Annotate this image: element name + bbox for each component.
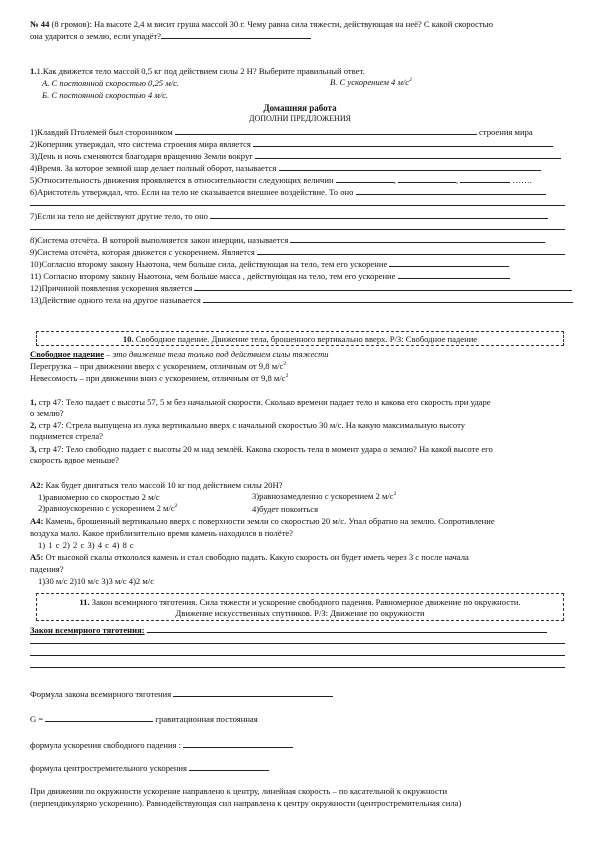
a2-option-1: 1)равномерно со скоростью 2 м/с bbox=[38, 492, 160, 502]
a2-option-4: 4)будет покоиться bbox=[252, 504, 319, 514]
answer-line[interactable] bbox=[255, 150, 561, 159]
answer-line[interactable] bbox=[290, 234, 545, 243]
answer-line[interactable] bbox=[30, 655, 565, 656]
task44-text2: она ударится о землю, если упадёт? bbox=[30, 31, 161, 41]
answer-line[interactable] bbox=[257, 246, 565, 255]
problem2-line2: поднимется стрела? bbox=[30, 431, 103, 441]
task44-text1: (8 громов): На высоте 2,4 м висит груша массой 30 г. Чему равна сила тяжести, действующая на неё? С какой скоростью bbox=[49, 19, 494, 29]
free-fall-definition: Свободное падение – это движение тела только под действием силы тяжести bbox=[30, 349, 329, 359]
answer-line[interactable] bbox=[30, 667, 565, 668]
section11-header-line1: 11. Закон всемирного тяготения. Сила тяжести и ускорение свободного падения. Равномерное движение по окружности. bbox=[79, 597, 521, 607]
answer-line[interactable] bbox=[183, 739, 293, 748]
q1-option-b: В. С ускорением 4 $м/с^2$ bbox=[330, 77, 412, 87]
overload-text: Перегрузка – при движении вверх с ускорением, отличным от 9,8 $м/с^2$ bbox=[30, 361, 287, 371]
task44-number: № 44 bbox=[30, 19, 50, 29]
a2-option-2: 2)равноускоренно с ускорением 2 $м/с^2$ bbox=[38, 503, 178, 513]
answer-line[interactable] bbox=[203, 294, 573, 303]
answer-line[interactable] bbox=[389, 258, 509, 267]
q1-option-a: А. С постоянной скоростью 0,25 м/с. bbox=[42, 78, 180, 88]
a5-line1: А5: От высокой скалы откололся камень и стал свободно падать. Какую скорость он будет иметь через 3 с после начала bbox=[30, 552, 469, 562]
circle-motion-para-line2: (перпендикулярно ускорению). Равнодействующая сил направлена к центру окружности (центростремительная сила) bbox=[30, 798, 462, 808]
homework-subtitle: ДОПОЛНИ ПРЕДЛОЖЕНИЯ bbox=[249, 114, 351, 123]
answer-line[interactable] bbox=[173, 688, 333, 697]
hw-item-11: 11) Согласно второму закону Ньютона, чем больше масса , действующая на тело, тем его ускорение bbox=[30, 270, 510, 281]
circle-motion-para-line1: При движении по окружности ускорение направлено к центру, линейная скорость – по касательной к окружности bbox=[30, 786, 448, 796]
formula-centripetal-row: формула центростремительного ускорения bbox=[30, 762, 269, 773]
answer-line[interactable] bbox=[356, 186, 546, 195]
weightless-text: Невесомость – при движении вниз с ускорением, отличным от 9,8 $м/с^2$ bbox=[30, 373, 289, 383]
hw-item-5: 5)Относительность движения проявляется в относительности следующих величин , , ……. bbox=[30, 175, 532, 185]
q1-question: 1.Как движется тело массой 0,5 кг под действием силы 2 Н? Выберите правильный ответ. bbox=[36, 66, 365, 76]
homework-title: Домашняя работа bbox=[263, 103, 337, 113]
formula-g-row: формула ускорения свободного падения : bbox=[30, 739, 293, 750]
problem1-line1: 1, стр 47: Тело падает с высоты 57, 5 м без начальной скорости. Сколько времени падает тело и какова его скорость при ударе bbox=[30, 397, 491, 407]
q1-text: 1.1.Как движется тело массой 0,5 кг под действием силы 2 Н? Выберите правильный ответ. bbox=[30, 66, 365, 76]
task44-line2 bbox=[30, 30, 311, 41]
hw-item-4: 4)Время. За которое земной шар делает полный оборот, называется bbox=[30, 162, 541, 173]
answer-line[interactable] bbox=[175, 126, 477, 135]
answer-line[interactable] bbox=[279, 162, 541, 171]
hw-item-9: 9)Система отсчёта, которая движется с ускорением. Является bbox=[30, 246, 565, 257]
hw-item-13: 13)Действие одного тела на другое называется bbox=[30, 294, 573, 305]
a2-option-3: 3)равнозамедленно с ускорением 2 $м/с^2$ bbox=[252, 491, 397, 501]
problem1-line2: о землю? bbox=[30, 408, 64, 418]
a5-options: 1)30 м/с 2)10 м/с 3)3 м/с 4)2 м/с bbox=[38, 576, 155, 586]
hw-item-10: 10)Согласно второму закону Ньютона, чем больше сила, действующая на тело, тем его ускорение bbox=[30, 258, 509, 269]
formula-law-row: Формула закона всемирного тяготения bbox=[30, 688, 333, 699]
answer-line[interactable] bbox=[398, 270, 510, 279]
g-constant-row: G = гравитационная постоянная bbox=[30, 714, 258, 724]
answer-line[interactable] bbox=[30, 205, 565, 206]
a4-line1: А4: Камень, брошенный вертикально вверх с поверхности земли со скоростью 20 м/с. Упал обратно на землю. Сопротивление bbox=[30, 516, 495, 526]
hw-item-6: 6)Аристотель утверждал, что. Если на тело не сказывается внешнее воздействие. То оно bbox=[30, 186, 546, 197]
answer-line[interactable] bbox=[147, 624, 547, 633]
a4-line2: воздуха мало. Какое приблизительно время камень находился в полёте? bbox=[30, 528, 293, 538]
answer-line[interactable] bbox=[253, 138, 553, 147]
answer-line[interactable] bbox=[398, 174, 456, 183]
hw-item-7: 7)Если на тело не действуют другие тело, то оно bbox=[30, 210, 548, 221]
hw-item-1: 1)Клавдий Птолемей был сторонником строения мира bbox=[30, 127, 533, 137]
problem3-line2: скорость вдвое меньше? bbox=[30, 455, 119, 465]
problem2-line1: 2, стр 47: Стрела выпущена из лука вертикально вверх с начальной скоростью 30 м/с. На какую максимальную высоту bbox=[30, 420, 466, 430]
answer-line[interactable] bbox=[194, 282, 572, 291]
answer-line[interactable] bbox=[460, 174, 510, 183]
answer-line[interactable] bbox=[30, 643, 565, 644]
answer-line[interactable] bbox=[45, 713, 153, 722]
answer-line[interactable] bbox=[210, 210, 548, 219]
answer-line[interactable] bbox=[336, 174, 394, 183]
hw-item-8: 8)Система отсчёта. В которой выполняется закон инерции, называется bbox=[30, 234, 545, 245]
answer-line[interactable] bbox=[30, 229, 565, 230]
section10-header: 10. Свободное падение. Движение тела, брошенного вертикально вверх. Р/З: Свободное падение bbox=[122, 334, 478, 344]
a5-line2: падения? bbox=[30, 564, 64, 574]
task44-line1 bbox=[30, 19, 493, 29]
answer-line[interactable] bbox=[189, 762, 269, 771]
answer-line[interactable] bbox=[161, 30, 311, 39]
q1-option-v: Б. С постоянной скоростью 4 м/с. bbox=[42, 90, 169, 100]
hw-item-2: 2)Коперник утверждал, что система строения мира является bbox=[30, 138, 553, 149]
gravitation-law-row: Закон всемирного тяготения: bbox=[30, 624, 547, 635]
problem3-line1: 3, стр 47: Тело свободно падает с высоты 20 м над землёй. Какова скорость тела в момент удара о землю? На какой высоте его bbox=[30, 444, 493, 454]
a2-question: А2: Как будет двигаться тело массой 10 кг под действием силы 20Н? bbox=[30, 480, 283, 490]
section11-header-line2: Движение искусственных спутников. Р/З: Движение по окружности bbox=[175, 608, 425, 618]
hw-item-3: 3)День и ночь сменяются благодаря вращению Земли вокруг bbox=[30, 150, 561, 161]
a4-options: 1) 1 с 2) 2 с 3) 4 с 4) 8 с bbox=[38, 540, 134, 550]
hw-item-12: 12)Причиной появления ускорения является bbox=[30, 282, 572, 293]
